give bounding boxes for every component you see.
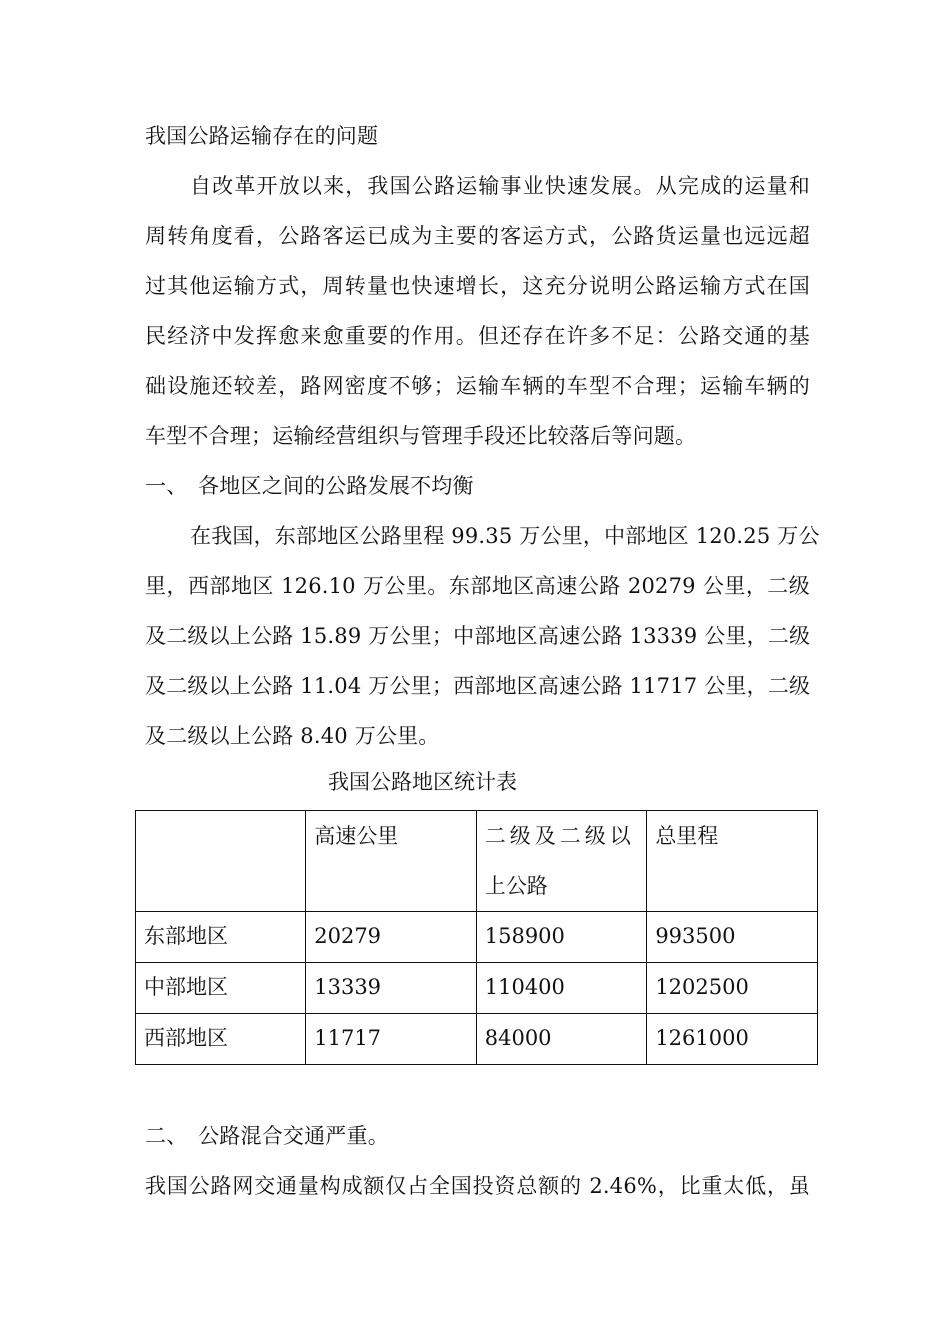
table-cell: 1261000 — [647, 1014, 818, 1065]
table-row — [136, 1014, 818, 1065]
paragraph-line: 础设施还较差，路网密度不够；运输车辆的车型不合理；运输车辆的 — [145, 374, 810, 398]
table-cell: 993500 — [647, 912, 818, 963]
paragraph-line: 里，西部地区 126.10 万公里。东部地区高速公路 20279 公里，二级 — [145, 574, 810, 598]
table-cell: 110400 — [476, 963, 647, 1014]
region-stats-table — [135, 810, 818, 1065]
table-caption: 我国公路地区统计表 — [328, 770, 517, 794]
table-cell: 13339 — [306, 963, 477, 1014]
paragraph-line: 过其他运输方式，周转量也快速增长，这充分说明公路运输方式在国 — [145, 274, 810, 298]
table-header-cell: 高速公里 — [306, 811, 477, 912]
section-heading-1: 一、 各地区之间的公路发展不均衡 — [145, 474, 474, 498]
paragraph-line: 车型不合理；运输经营组织与管理手段还比较落后等问题。 — [145, 424, 697, 448]
table-header-row — [136, 811, 818, 912]
paragraph-line: 在我国，东部地区公路里程 99.35 万公里，中部地区 120.25 万公 — [190, 524, 820, 548]
table-cell: 11717 — [306, 1014, 477, 1065]
paragraph-line: 及二级以上公路 8.40 万公里。 — [145, 724, 440, 748]
paragraph-line: 及二级以上公路 15.89 万公里；中部地区高速公路 13339 公里，二级 — [145, 624, 811, 648]
table-cell: 84000 — [476, 1014, 647, 1065]
table-cell: 西部地区 — [136, 1014, 306, 1065]
table-header-cell — [476, 811, 647, 912]
table-row — [136, 912, 818, 963]
header-line: 二级及二级以 — [484, 824, 635, 848]
paragraph-line: 自改革开放以来，我国公路运输事业快速发展。从完成的运量和 — [190, 174, 810, 198]
table-cell: 20279 — [306, 912, 477, 963]
table-row — [136, 963, 818, 1014]
paragraph-line: 我国公路网交通量构成额仅占全国投资总额的 2.46%，比重太低，虽 — [145, 1174, 810, 1198]
document-title: 我国公路运输存在的问题 — [145, 124, 379, 148]
paragraph-line: 周转角度看，公路客运已成为主要的客运方式，公路货运量也远远超 — [145, 224, 810, 248]
table-cell: 1202500 — [647, 963, 818, 1014]
table-cell: 中部地区 — [136, 963, 306, 1014]
table-cell: 东部地区 — [136, 912, 306, 963]
table-header-cell — [136, 811, 306, 912]
table-cell: 158900 — [476, 912, 647, 963]
table-header-cell: 总里程 — [647, 811, 818, 912]
paragraph-line: 民经济中发挥愈来愈重要的作用。但还存在许多不足：公路交通的基 — [145, 324, 810, 348]
header-line: 上公路 — [484, 874, 548, 898]
paragraph-line: 及二级以上公路 11.04 万公里；西部地区高速公路 11717 公里，二级 — [145, 674, 811, 698]
section-heading-2: 二、 公路混合交通严重。 — [145, 1124, 389, 1148]
